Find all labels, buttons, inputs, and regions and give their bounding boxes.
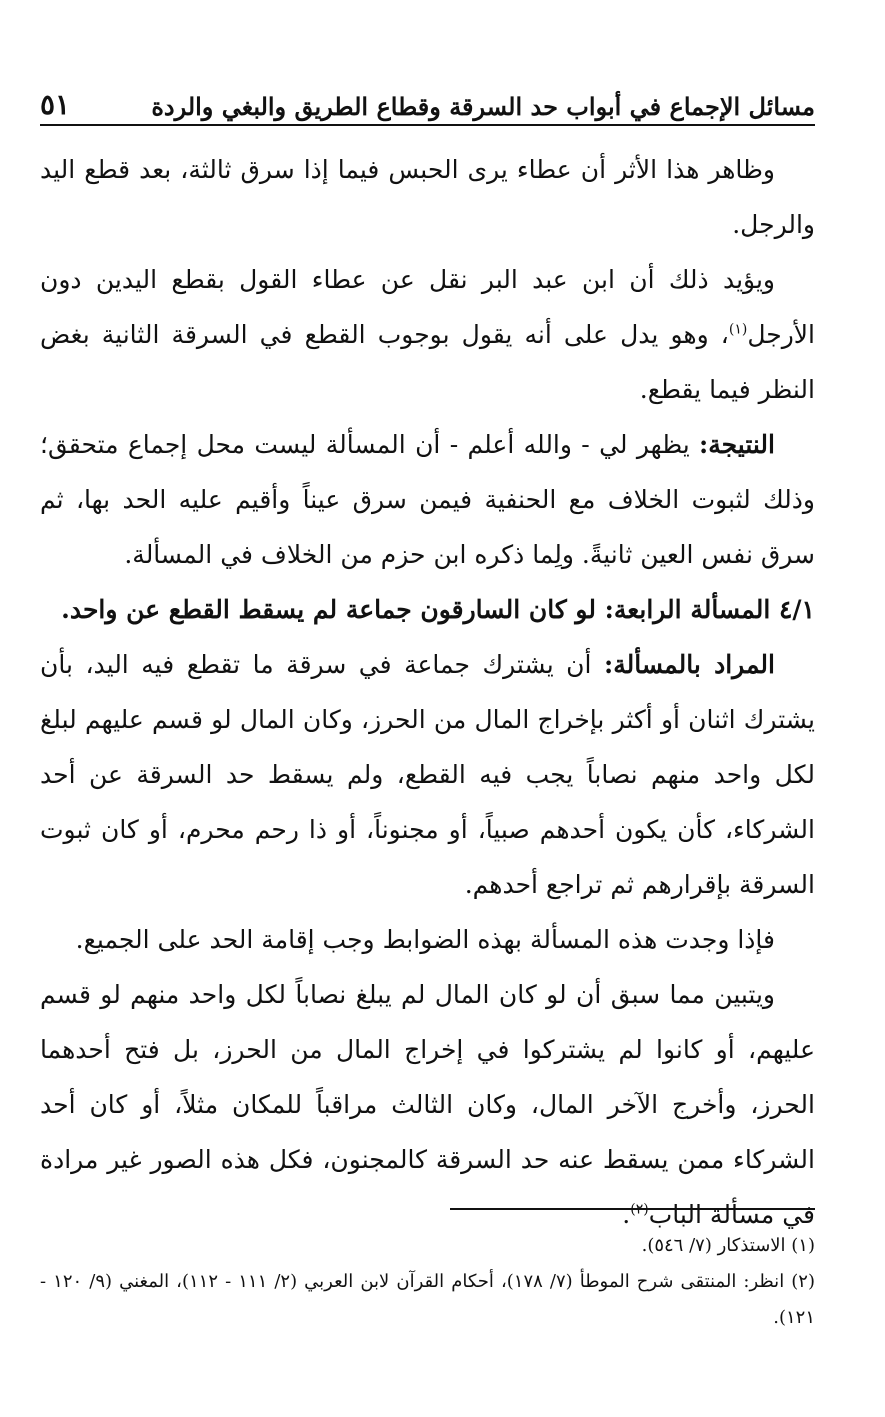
definition-label: المراد بالمسألة: xyxy=(604,650,775,679)
conclusion-label: النتيجة: xyxy=(699,430,775,459)
header-rule xyxy=(40,124,815,126)
footnote-2: (٢) انظر: المنتقى شرح الموطأ (٧/ ١٧٨)، أحكام القرآن لابن العربي (٢/ ١١١ - ١١٢)، المغني (٩/ ١٢٠ - ١٢١). xyxy=(40,1271,815,1328)
paragraph-definition xyxy=(40,637,815,912)
paragraph-1: وظاهر هذا الأثر أن عطاء يرى الحبس فيما إذا سرق ثالثة، بعد قطع اليد والرجل. xyxy=(40,155,815,239)
paragraph-2-text-a: ويؤيد ذلك أن ابن عبد البر نقل عن عطاء القول بقطع اليدين دون الأرجل xyxy=(40,265,815,349)
definition-text: أن يشترك جماعة في سرقة ما تقطع فيه اليد، بأن يشترك اثنان أو أكثر بإخراج المال من الحرز، وكان المال لو قسم عليهم لبلغ لكل واحد منهم نصاباً يجب فيه القطع، ولم يسقط حد السرقة عن أحد الشركاء، كأن يكون أحدهم صبياً، أو مجنوناً، أو ذا رحم محرم، أو كان ثبوت السرقة بإقرارهم ثم تراجع أحدهم. xyxy=(40,650,815,899)
paragraph-2 xyxy=(40,252,815,417)
footnote-1: (١) الاستذكار (٧/ ٥٤٦). xyxy=(641,1235,815,1256)
conclusion-text: يظهر لي - والله أعلم - أن المسألة ليست محل إجماع متحقق؛ وذلك لثبوت الخلاف مع الحنفية فيمن سرق عيناً وأقيم عليه الحد بها، ثم سرق نفس العين ثانيةً. ولِما ذكره ابن حزم من الخلاف في المسألة. xyxy=(40,430,815,569)
running-title: مسائل الإجماع في أبواب حد السرقة وقطاع الطريق والبغي والردة xyxy=(151,92,815,122)
footnote-ref-1: (١) xyxy=(728,321,748,338)
paragraph-2-text-b: ، وهو يدل على أنه يقول بوجوب القطع في السرقة الثانية بغض النظر فيما يقطع. xyxy=(40,320,815,404)
footnotes xyxy=(40,1228,815,1336)
paragraph-6-text-a: ويتبين مما سبق أن لو كان المال لم يبلغ نصاباً لكل واحد منهم لو قسم عليهم، أو كانوا لم يشتركوا في إخراج المال من الحرز، بل فتح أحدهما الحرز، وأخرج الآخر المال، وكان الثالث مراقباً للمكان مثلاً، أو كان أحد الشركاء ممن يسقط عنه حد السرقة كالمجنون، فكل هذه الصور غير مرادة في مسألة الباب xyxy=(40,980,815,1229)
section-heading: ٤/١ المسألة الرابعة: لو كان السارقون جماعة لم يسقط القطع عن واحد. xyxy=(61,595,815,624)
paragraph-5: فإذا وجدت هذه المسألة بهذه الضوابط وجب إقامة الحد على الجميع. xyxy=(75,925,775,954)
footnote-rule xyxy=(450,1208,815,1210)
page-header xyxy=(40,70,815,122)
footnote-ref-2: (٢) xyxy=(630,1201,649,1218)
page-number: ٥١ xyxy=(40,88,71,122)
paragraph-6-text-b: . xyxy=(622,1200,631,1229)
paragraph-6 xyxy=(40,967,815,1242)
main-text xyxy=(40,142,815,1242)
paragraph-conclusion xyxy=(40,417,815,582)
